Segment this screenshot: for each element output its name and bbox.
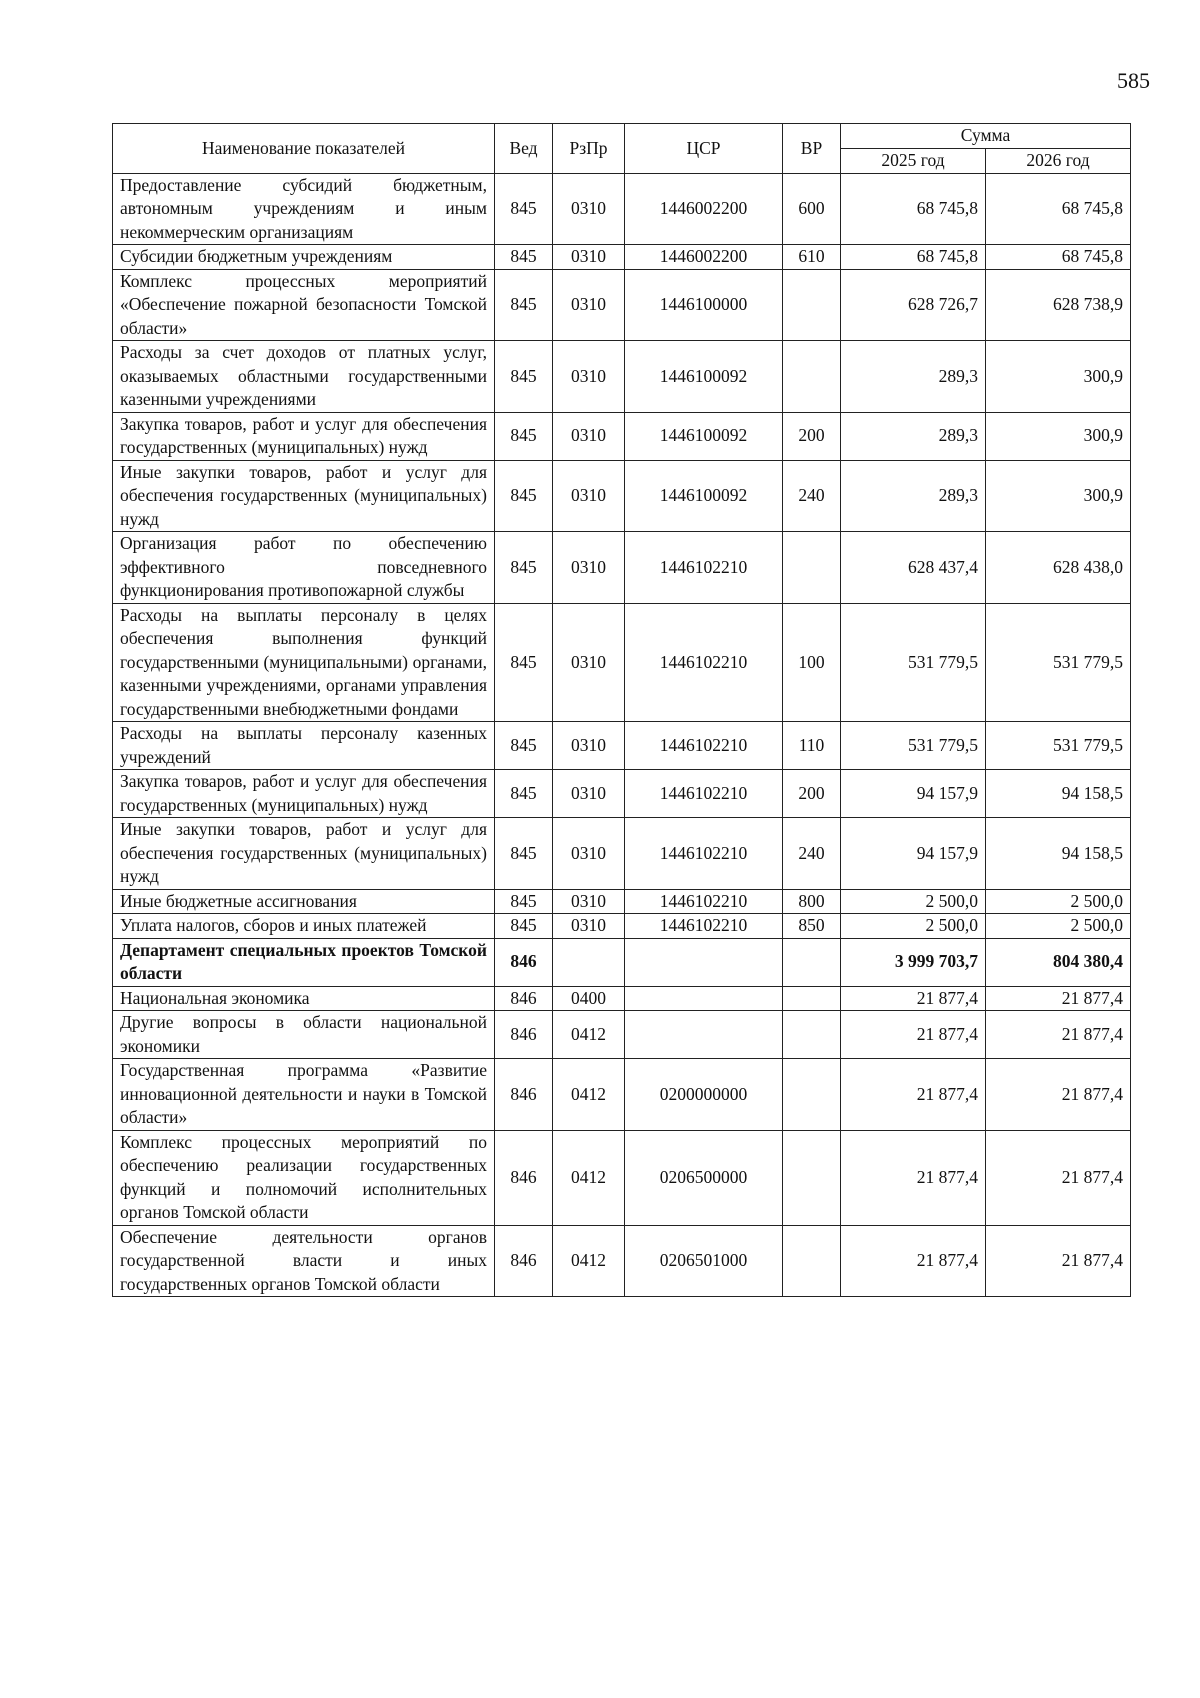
cell-name: Уплата налогов, сборов и иных платежей: [113, 914, 495, 939]
table-row: [113, 269, 1131, 341]
cell-ved: 845: [495, 722, 553, 770]
cell-ved: 845: [495, 818, 553, 890]
cell-ved: 846: [495, 1225, 553, 1297]
cell-sum-2025: 21 877,4: [841, 1011, 986, 1059]
table-body: [113, 173, 1131, 1297]
cell-name: Национальная экономика: [113, 986, 495, 1011]
cell-vr: 800: [783, 889, 841, 914]
table-row: [113, 1059, 1131, 1131]
cell-csr: 1446102210: [625, 914, 783, 939]
cell-rzpr: 0412: [553, 1130, 625, 1225]
cell-sum-2026: 21 877,4: [986, 986, 1131, 1011]
cell-rzpr: 0310: [553, 245, 625, 270]
cell-csr: 1446102210: [625, 532, 783, 604]
cell-sum-2025: 289,3: [841, 412, 986, 460]
cell-sum-2026: 804 380,4: [986, 938, 1131, 986]
cell-sum-2026: 300,9: [986, 341, 1131, 413]
table-row: [113, 1225, 1131, 1297]
table-row: [113, 245, 1131, 270]
cell-vr: 110: [783, 722, 841, 770]
cell-vr: [783, 1130, 841, 1225]
cell-rzpr: 0412: [553, 1225, 625, 1297]
table-row: [113, 770, 1131, 818]
cell-name: Государственная программа «Развитие инновационной деятельности и науки в Томской области»: [113, 1059, 495, 1131]
cell-vr: 240: [783, 818, 841, 890]
table-row: [113, 914, 1131, 939]
cell-csr: 1446100000: [625, 269, 783, 341]
cell-sum-2026: 21 877,4: [986, 1130, 1131, 1225]
cell-name: Закупка товаров, работ и услуг для обеспечения государственных (муниципальных) нужд: [113, 770, 495, 818]
header-csr: ЦСР: [625, 124, 783, 174]
cell-rzpr: 0310: [553, 770, 625, 818]
cell-ved: 845: [495, 412, 553, 460]
cell-name: Департамент специальных проектов Томской области: [113, 938, 495, 986]
cell-name: Иные закупки товаров, работ и услуг для обеспечения государственных (муниципальных) нужд: [113, 818, 495, 890]
cell-rzpr: 0412: [553, 1011, 625, 1059]
cell-rzpr: 0310: [553, 269, 625, 341]
cell-ved: 845: [495, 460, 553, 532]
cell-rzpr: 0310: [553, 603, 625, 722]
cell-sum-2025: 21 877,4: [841, 1059, 986, 1131]
cell-sum-2025: 21 877,4: [841, 986, 986, 1011]
cell-name: Комплекс процессных мероприятий «Обеспечение пожарной безопасности Томской области»: [113, 269, 495, 341]
cell-csr: [625, 1011, 783, 1059]
table-row: [113, 722, 1131, 770]
table-row: [113, 889, 1131, 914]
cell-csr: 1446102210: [625, 818, 783, 890]
cell-name: Предоставление субсидий бюджетным, автономным учреждениям и иным некоммерческим организациям: [113, 173, 495, 245]
cell-csr: 0206501000: [625, 1225, 783, 1297]
cell-name: Закупка товаров, работ и услуг для обеспечения государственных (муниципальных) нужд: [113, 412, 495, 460]
cell-rzpr: 0310: [553, 412, 625, 460]
cell-name: Организация работ по обеспечению эффективного повседневного функционирования противопожарной службы: [113, 532, 495, 604]
cell-vr: 850: [783, 914, 841, 939]
cell-ved: 846: [495, 1059, 553, 1131]
cell-ved: 845: [495, 341, 553, 413]
cell-rzpr: 0310: [553, 532, 625, 604]
cell-sum-2025: 68 745,8: [841, 245, 986, 270]
cell-ved: 845: [495, 603, 553, 722]
cell-sum-2026: 21 877,4: [986, 1011, 1131, 1059]
cell-name: Иные бюджетные ассигнования: [113, 889, 495, 914]
cell-sum-2026: 68 745,8: [986, 245, 1131, 270]
cell-csr: 1446102210: [625, 722, 783, 770]
cell-ved: 845: [495, 269, 553, 341]
cell-csr: 1446102210: [625, 603, 783, 722]
cell-name: Комплекс процессных мероприятий по обеспечению реализации государственных функций и полномочий исполнительных органов Томской области: [113, 1130, 495, 1225]
cell-rzpr: 0310: [553, 889, 625, 914]
table-row: [113, 603, 1131, 722]
table-row: [113, 412, 1131, 460]
cell-sum-2026: 2 500,0: [986, 914, 1131, 939]
cell-name: Иные закупки товаров, работ и услуг для обеспечения государственных (муниципальных) нужд: [113, 460, 495, 532]
cell-vr: [783, 532, 841, 604]
header-sum: Сумма: [841, 124, 1131, 149]
cell-csr: 1446100092: [625, 341, 783, 413]
cell-vr: 240: [783, 460, 841, 532]
cell-sum-2025: 531 779,5: [841, 603, 986, 722]
cell-name: Расходы на выплаты персоналу казенных учреждений: [113, 722, 495, 770]
cell-vr: [783, 1059, 841, 1131]
cell-csr: 1446100092: [625, 412, 783, 460]
cell-ved: 845: [495, 770, 553, 818]
cell-sum-2026: 628 438,0: [986, 532, 1131, 604]
cell-sum-2026: 94 158,5: [986, 818, 1131, 890]
cell-vr: 600: [783, 173, 841, 245]
cell-csr: [625, 986, 783, 1011]
cell-csr: 0200000000: [625, 1059, 783, 1131]
cell-csr: 0206500000: [625, 1130, 783, 1225]
table-row: [113, 986, 1131, 1011]
cell-ved: 845: [495, 532, 553, 604]
table-row: [113, 460, 1131, 532]
cell-sum-2026: 94 158,5: [986, 770, 1131, 818]
cell-name: Обеспечение деятельности органов государственной власти и иных государственных органов Томской области: [113, 1225, 495, 1297]
header-rzpr: РзПр: [553, 124, 625, 174]
cell-sum-2026: 2 500,0: [986, 889, 1131, 914]
cell-ved: 845: [495, 245, 553, 270]
cell-vr: 200: [783, 770, 841, 818]
cell-rzpr: 0400: [553, 986, 625, 1011]
cell-vr: [783, 938, 841, 986]
table-row: [113, 532, 1131, 604]
cell-vr: [783, 269, 841, 341]
cell-rzpr: 0310: [553, 341, 625, 413]
cell-csr: 1446002200: [625, 245, 783, 270]
cell-sum-2025: 21 877,4: [841, 1225, 986, 1297]
cell-sum-2026: 628 738,9: [986, 269, 1131, 341]
cell-sum-2025: 628 726,7: [841, 269, 986, 341]
header-year-2025: 2025 год: [841, 149, 986, 174]
cell-sum-2025: 2 500,0: [841, 889, 986, 914]
cell-sum-2025: 289,3: [841, 460, 986, 532]
cell-rzpr: 0310: [553, 914, 625, 939]
cell-sum-2026: 21 877,4: [986, 1059, 1131, 1131]
cell-rzpr: 0310: [553, 173, 625, 245]
cell-ved: 846: [495, 938, 553, 986]
header-ved: Вед: [495, 124, 553, 174]
cell-sum-2025: 3 999 703,7: [841, 938, 986, 986]
table-row: [113, 938, 1131, 986]
cell-rzpr: 0412: [553, 1059, 625, 1131]
page-number: 585: [1117, 68, 1150, 93]
cell-rzpr: [553, 938, 625, 986]
cell-sum-2025: 94 157,9: [841, 818, 986, 890]
cell-vr: [783, 341, 841, 413]
cell-vr: 100: [783, 603, 841, 722]
cell-ved: 846: [495, 1130, 553, 1225]
cell-rzpr: 0310: [553, 818, 625, 890]
cell-csr: 1446102210: [625, 770, 783, 818]
cell-vr: 200: [783, 412, 841, 460]
cell-name: Другие вопросы в области национальной экономики: [113, 1011, 495, 1059]
table-row: [113, 1011, 1131, 1059]
table-row: [113, 1130, 1131, 1225]
cell-vr: [783, 1011, 841, 1059]
cell-vr: [783, 1225, 841, 1297]
cell-sum-2026: 300,9: [986, 412, 1131, 460]
cell-sum-2025: 68 745,8: [841, 173, 986, 245]
cell-sum-2025: 628 437,4: [841, 532, 986, 604]
cell-rzpr: 0310: [553, 722, 625, 770]
cell-name: Расходы на выплаты персоналу в целях обеспечения выполнения функций государственными (муниципальными) органами, казенными учреждениями, органами управления государственными внебюджетными фондами: [113, 603, 495, 722]
cell-rzpr: 0310: [553, 460, 625, 532]
cell-csr: 1446100092: [625, 460, 783, 532]
cell-sum-2026: 531 779,5: [986, 722, 1131, 770]
cell-sum-2025: 289,3: [841, 341, 986, 413]
cell-vr: 610: [783, 245, 841, 270]
cell-csr: [625, 938, 783, 986]
table-row: [113, 818, 1131, 890]
cell-ved: 845: [495, 914, 553, 939]
cell-name: Расходы за счет доходов от платных услуг, оказываемых областными государственными казенными учреждениями: [113, 341, 495, 413]
budget-table: [112, 123, 1131, 1297]
header-name: Наименование показателей: [113, 124, 495, 174]
cell-vr: [783, 986, 841, 1011]
header-year-2026: 2026 год: [986, 149, 1131, 174]
cell-ved: 846: [495, 1011, 553, 1059]
cell-csr: 1446002200: [625, 173, 783, 245]
cell-sum-2025: 531 779,5: [841, 722, 986, 770]
cell-csr: 1446102210: [625, 889, 783, 914]
cell-sum-2026: 300,9: [986, 460, 1131, 532]
table-row: [113, 173, 1131, 245]
header-vr: ВР: [783, 124, 841, 174]
cell-ved: 845: [495, 889, 553, 914]
cell-sum-2025: 94 157,9: [841, 770, 986, 818]
cell-sum-2026: 531 779,5: [986, 603, 1131, 722]
cell-sum-2026: 21 877,4: [986, 1225, 1131, 1297]
cell-ved: 846: [495, 986, 553, 1011]
table-row: [113, 341, 1131, 413]
cell-sum-2026: 68 745,8: [986, 173, 1131, 245]
cell-name: Субсидии бюджетным учреждениям: [113, 245, 495, 270]
cell-sum-2025: 2 500,0: [841, 914, 986, 939]
table-header: [113, 124, 1131, 174]
cell-sum-2025: 21 877,4: [841, 1130, 986, 1225]
cell-ved: 845: [495, 173, 553, 245]
